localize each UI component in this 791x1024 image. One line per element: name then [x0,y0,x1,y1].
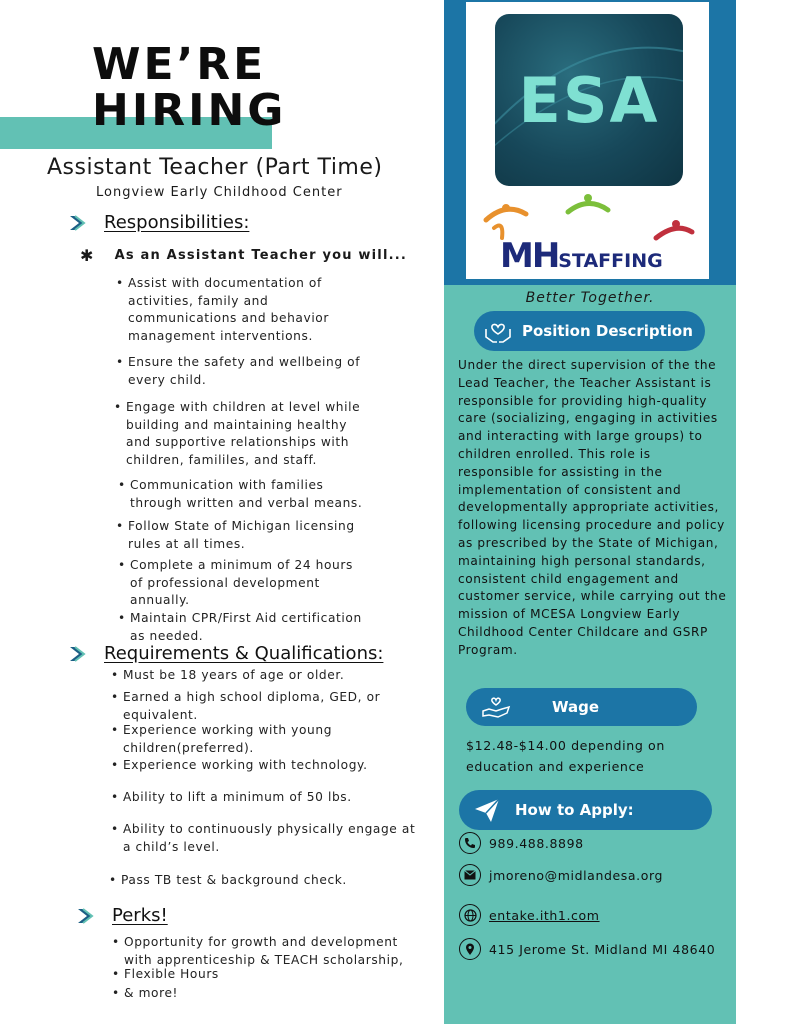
list-item: • Ability to lift a minimum of 50 lbs. [111,789,352,807]
list-item: • Experience working with technology. [111,757,368,775]
position-description-text: Under the direct supervision of the the Lead Teacher, the Teacher Assistant is responsible for providing high-quality care (socializing, engaging in activities and interacting with large groups) to children enrolled. This role is responsible for assisting in the implementation of consistent and developmentally appropriate activities, following licensing procedure and policy as prescribed by the State of Michigan, maintaining high personal standards, consistent child engagement and customer service, while carrying out the mission of MCESA Longview Early Childhood Center Childcare and GSRP Program. [458,358,727,657]
email-icon [459,864,481,886]
contact-email [459,864,663,886]
position-description-label: Position Description [522,322,693,340]
tagline: Better Together. [525,290,655,306]
list-item-text: Ensure the safety and wellbeing of every child. [128,355,361,387]
wage-label: Wage [552,698,600,716]
list-item-text: Complete a minimum of 24 hours of professional development annually. [130,558,353,607]
list-item-text: Engage with children at level while building and maintaining healthy and supportive relationships with children, famililes, and staff. [126,400,361,467]
list-item-text: Communication with families through written and verbal means. [130,478,363,510]
email-text[interactable]: jmoreno@midlandesa.org [489,867,664,883]
list-item: • & more! [112,985,178,1003]
list-item: • Earned a high school diploma, GED, or equivalent. [111,689,380,724]
list-item-text: Experience working with technology. [123,758,368,772]
hero-heading [92,39,287,136]
how-to-apply-heading [459,790,712,830]
contact-address [459,938,715,960]
position-description-heading [474,311,705,351]
phone-text: 989.488.8898 [489,835,584,851]
list-item: • Engage with children at level while building and maintaining healthy and supportive relationships with children, famililes, and staff. [114,399,360,469]
list-item: • Must be 18 years of age or older. [111,667,344,685]
contact-phone [459,832,584,854]
money-hand-icon [480,691,512,723]
mh-logo-text: MH [500,236,559,276]
list-item: • Assist with documentation of activities, family and communications and behavior management interventions. [116,275,329,345]
responsibilities-heading [68,212,249,233]
how-to-apply-label: How to Apply: [515,801,634,819]
requirements-label: Requirements & Qualifications: [104,643,384,664]
requirements-heading [68,643,383,664]
staffing-figures [480,192,700,242]
list-item-text: Must be 18 years of age or older. [123,668,345,682]
list-item-text: Follow State of Michigan licensing rules at all times. [128,519,355,551]
chevron-right-icon [76,907,98,925]
perks-label: Perks! [112,905,168,926]
esa-logo [495,14,683,186]
hero-line-2: HIRING [92,85,287,136]
list-item: • Pass TB test & background check. [109,872,347,890]
mh-staffing-logo [500,236,663,276]
list-item-text: Experience working with young children(preferred). [123,723,333,755]
contact-website [459,904,600,926]
list-item: • Ensure the safety and wellbeing of every child. [116,354,360,389]
staffing-logo-text: STAFFING [558,250,663,272]
globe-icon [459,904,481,926]
list-item-text: Flexible Hours [124,967,219,981]
list-item-text: & more! [124,986,179,1000]
list-item-text: Ability to continuously physically engage at a child’s level. [123,822,416,854]
perks-heading [76,905,168,926]
list-item: • Maintain CPR/First Aid certification as needed. [118,610,362,645]
list-item: • Flexible Hours [112,966,219,984]
chevron-right-icon [68,214,90,232]
job-location: Longview Early Childhood Center [96,185,343,200]
location-pin-icon [459,938,481,960]
list-item-text: Ability to lift a minimum of 50 lbs. [123,790,352,804]
list-item: • Opportunity for growth and development with apprenticeship & TEACH scholarship, [112,934,403,969]
list-item-text: Opportunity for growth and development with apprenticeship & TEACH scholarship, [124,935,404,967]
wage-heading [466,688,697,726]
address-text: 415 Jerome St. Midland MI 48640 [489,941,716,957]
phone-icon [459,832,481,854]
list-item-text: Maintain CPR/First Aid certification as needed. [130,611,362,643]
list-item-text: Earned a high school diploma, GED, or equivalent. [123,690,381,722]
responsibilities-label: Responsibilities: [104,212,250,233]
website-link[interactable]: entake.ith1.com [489,907,600,923]
list-item: • Experience working with young children(preferred). [111,722,332,757]
list-item: • Follow State of Michigan licensing rules at all times. [116,518,355,553]
list-item-text: Assist with documentation of activities, family and communications and behavior management interventions. [128,276,329,343]
list-item-text: Pass TB test & background check. [121,873,347,887]
responsibilities-intro [80,246,407,265]
intro-text: As an Assistant Teacher you will... [114,248,408,263]
asterisk-icon: ✱ [80,246,95,265]
hero-line-1: WE’RE [92,39,267,90]
paper-plane-icon [471,794,503,826]
chevron-right-icon [68,645,90,663]
esa-logo-text: ESA [518,64,660,137]
job-title: Assistant Teacher (Part Time) [47,155,383,180]
list-item: • Communication with families through written and verbal means. [118,477,362,512]
wage-text: $12.48-$14.00 depending on education and experience [466,738,665,774]
heart-hands-icon [482,315,514,347]
list-item: • Ability to continuously physically engage at a child’s level. [111,821,415,856]
list-item: • Complete a minimum of 24 hours of professional development annually. [118,557,353,610]
